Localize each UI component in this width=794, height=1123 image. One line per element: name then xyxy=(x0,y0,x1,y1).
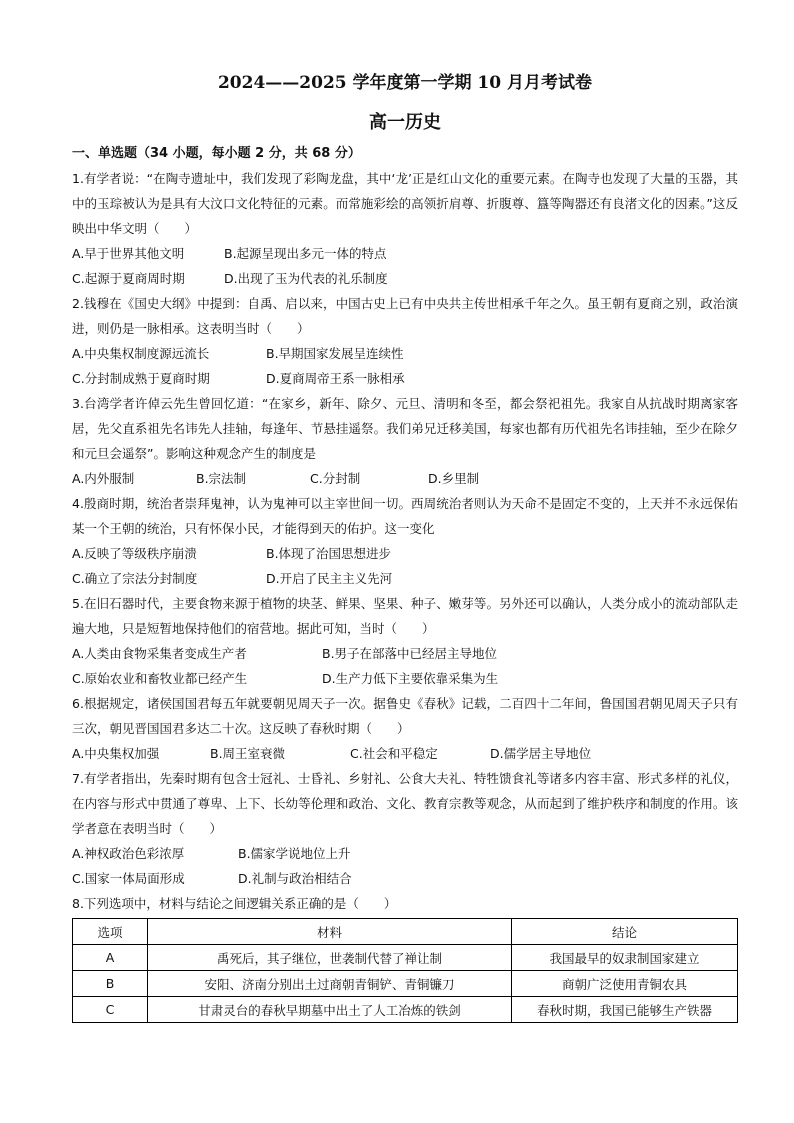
option-a: A.早于世界其他文明 xyxy=(72,246,185,261)
option-row xyxy=(72,741,738,766)
option-d: D.生产力低下主要依靠采集为生 xyxy=(322,671,499,686)
question-stem: 7.有学者指出，先秦时期有包含士冠礼、士昏礼、乡射礼、公食大夫礼、特牲馈食礼等诸多内容丰富、形式多样的礼仪，在内容与形式中贯通了尊卑、上下、长幼等伦理和政治、文化、教育宗教等观念，从而起到了维护秩序和制度的作用。该学者意在表明当时（ ） xyxy=(72,771,738,836)
question-1 xyxy=(72,166,738,291)
table-header-cell: 结论 xyxy=(512,919,738,945)
option-b: B.宗法制 xyxy=(196,471,247,486)
option-row xyxy=(72,641,738,666)
option-c: C.社会和平稳定 xyxy=(350,746,438,761)
table-cell: 商朝广泛使用青铜农具 xyxy=(512,971,738,997)
option-c: C.国家一体局面形成 xyxy=(72,871,185,886)
table-row xyxy=(73,997,738,1023)
option-d: D.礼制与政治相结合 xyxy=(238,871,352,886)
material-conclusion-table xyxy=(72,918,738,1023)
table-cell: 禹死后，其子继位，世袭制代替了禅让制 xyxy=(148,945,512,971)
option-d: D.夏商周帝王系一脉相承 xyxy=(266,371,405,386)
option-a: A.反映了等级秩序崩溃 xyxy=(72,546,197,561)
option-d: D.开启了民主主义先河 xyxy=(266,571,393,586)
option-a: A.内外服制 xyxy=(72,471,135,486)
table-cell: B xyxy=(73,971,148,997)
question-3 xyxy=(72,391,738,491)
option-b: B.体现了治国思想进步 xyxy=(266,546,392,561)
option-c: C.起源于夏商周时期 xyxy=(72,271,185,286)
exam-title: 2024——2025 学年度第一学期 10 月月考试卷 xyxy=(217,73,593,93)
table-cell: 安阳、济南分别出土过商朝青铜铲、青铜镰刀 xyxy=(148,971,512,997)
table-header-cell: 材料 xyxy=(148,919,512,945)
option-b: B.早期国家发展呈连续性 xyxy=(266,346,404,361)
option-c: C.确立了宗法分封制度 xyxy=(72,571,198,586)
exam-page xyxy=(72,70,738,1023)
question-6 xyxy=(72,691,738,766)
table-cell: 我国最早的奴隶制国家建立 xyxy=(512,945,738,971)
table-cell: C xyxy=(73,997,148,1023)
option-d: D.乡里制 xyxy=(428,471,480,486)
question-5 xyxy=(72,591,738,691)
option-d: D.出现了玉为代表的礼乐制度 xyxy=(224,271,388,286)
option-row xyxy=(72,341,738,366)
option-row xyxy=(72,566,738,591)
question-stem: 2.钱穆在《国史大纲》中提到：自禹、启以来，中国古史上已有中央共主传世相承千年之久。虽王朝有夏商之别，政治演进，则仍是一脉相承。这表明当时（ ） xyxy=(72,296,738,336)
option-b: B.起源呈现出多元一体的特点 xyxy=(224,246,387,261)
option-a: A.中央集权加强 xyxy=(72,746,160,761)
table-row xyxy=(73,971,738,997)
option-b: B.男子在部落中已经居主导地位 xyxy=(322,646,498,661)
question-stem: 4.殷商时期，统治者崇拜鬼神，认为鬼神可以主宰世间一切。西周统治者则认为天命不是固定不变的，上天并不永远保佑某一个王朝的统治，只有怀保小民，才能得到天的佑护。这一变化 xyxy=(72,496,738,536)
option-row xyxy=(72,841,738,866)
table-row xyxy=(73,945,738,971)
option-b: B.周王室衰微 xyxy=(210,746,286,761)
question-stem: 6.根据规定，诸侯国国君每五年就要朝见周天子一次。据鲁史《春秋》记载，二百四十二年间，鲁国国君朝见周天子只有三次，朝见晋国国君多达二十次。这反映了春秋时期（ ） xyxy=(72,696,738,736)
option-d: D.儒学居主导地位 xyxy=(490,746,592,761)
table-header-row xyxy=(73,919,738,945)
question-stem: 1.有学者说：“在陶寺遗址中，我们发现了彩陶龙盘，其中‘龙’正是红山文化的重要元素。在陶寺也发现了大量的玉器，其中的玉琮被认为是具有大汶口文化特征的元素。而常施彩绘的高领折肩尊、折腹尊、簋等陶器还有良渚文化的因素。”这反映出中华文明（ ） xyxy=(72,171,738,236)
option-row xyxy=(72,366,738,391)
option-row xyxy=(72,466,738,491)
question-stem: 8.下列选项中，材料与结论之间逻辑关系正确的是（ ） xyxy=(72,896,397,911)
option-a: A.神权政治色彩浓厚 xyxy=(72,846,185,861)
option-row xyxy=(72,241,738,266)
question-4 xyxy=(72,491,738,591)
section-heading: 一、单选题（34 小题，每小题 2 分，共 68 分） xyxy=(72,146,361,161)
option-a: A.中央集权制度源远流长 xyxy=(72,346,210,361)
option-a: A.人类由食物采集者变成生产者 xyxy=(72,646,247,661)
question-7 xyxy=(72,766,738,891)
table-cell: 甘肃灵台的春秋早期墓中出土了人工冶炼的铁剑 xyxy=(148,997,512,1023)
table-header-cell: 选项 xyxy=(73,919,148,945)
option-c: C.分封制 xyxy=(310,471,361,486)
option-c: C.分封制成熟于夏商时期 xyxy=(72,371,210,386)
question-stem: 5.在旧石器时代，主要食物来源于植物的块茎、鲜果、坚果、种子、嫩芽等。另外还可以确认，人类分成小的流动部队走遍大地，只是短暂地保持他们的宿营地。据此可知，当时（ ） xyxy=(72,596,738,636)
option-b: B.儒家学说地位上升 xyxy=(238,846,351,861)
option-row xyxy=(72,541,738,566)
option-row xyxy=(72,666,738,691)
table-cell: A xyxy=(73,945,148,971)
option-row xyxy=(72,266,738,291)
exam-subject: 高一历史 xyxy=(369,112,441,133)
table-cell: 春秋时期，我国已能够生产铁器 xyxy=(512,997,738,1023)
question-stem: 3.台湾学者许倬云先生曾回忆道：“在家乡，新年、除夕、元旦、清明和冬至，都会祭祀祖先。我家自从抗战时期离家客居，先父直系祖先名讳先人挂轴，每逢年、节悬挂遥祭。我们弟兄迁移美国，每家也都有历代祖先名讳挂轴，至少在除夕和元旦会遥祭”。影响这种观念产生的制度是 xyxy=(72,396,738,461)
option-c: C.原始农业和畜牧业都已经产生 xyxy=(72,671,248,686)
question-2 xyxy=(72,291,738,391)
option-row xyxy=(72,866,738,891)
question-8 xyxy=(72,891,738,1023)
